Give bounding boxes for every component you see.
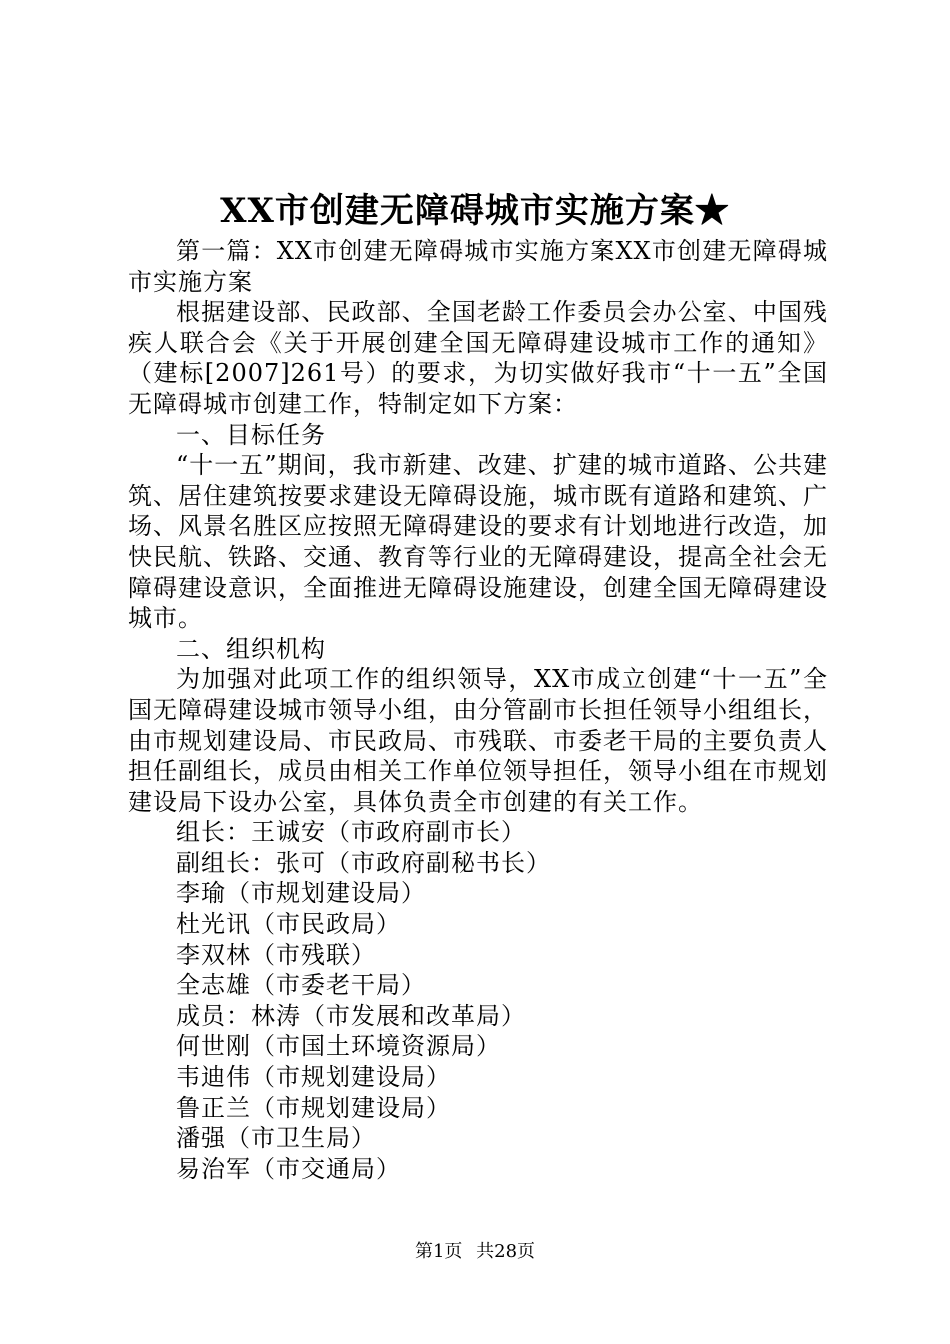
section-heading-goals: 一、目标任务 — [176, 420, 326, 449]
member-line: 李双林（市残联） — [176, 940, 376, 969]
paragraph-basis: 根据建设部、民政部、全国老龄工作委员会办公室、中国残疾人联合会《关于开展创建全国无障碍建设城市工作的通知》（建标[2007]261号）的要求，为切实做好我市“十一五”全国无障碍城市创建工作，特制定如下方案： — [128, 298, 828, 418]
member-line: 何世刚（市国土环境资源局） — [176, 1032, 501, 1061]
member-line: 组长：王诚安（市政府副市长） — [176, 818, 526, 847]
member-line: 杜光讯（市民政局） — [176, 910, 401, 939]
paragraph-intro: 第一篇：XX市创建无障碍城市实施方案XX市创建无障碍城市实施方案 — [128, 237, 828, 296]
section-heading-organization: 二、组织机构 — [176, 634, 326, 663]
page-number: 第1页 — [414, 1241, 463, 1262]
member-line: 韦迪伟（市规划建设局） — [176, 1063, 451, 1092]
member-line: 易治军（市交通局） — [176, 1154, 401, 1183]
member-line: 副组长：张可（市政府副秘书长） — [176, 848, 551, 877]
member-line: 全志雄（市委老干局） — [176, 971, 426, 1000]
member-line: 成员：林涛（市发展和改革局） — [176, 1001, 526, 1030]
member-line: 鲁正兰（市规划建设局） — [176, 1093, 451, 1122]
page-total: 共28页 — [476, 1241, 536, 1262]
member-line: 潘强（市卫生局） — [176, 1124, 376, 1153]
document-body — [128, 236, 828, 1184]
member-line: 李瑜（市规划建设局） — [176, 879, 426, 908]
paragraph-goals: “十一五”期间，我市新建、改建、扩建的城市道路、公共建筑、居住建筑按要求建设无障碍设施，城市既有道路和建筑、广场、风景名胜区应按照无障碍建设的要求有计划地进行改造，加快民航、铁路、交通、教育等行业的无障碍建设，提高全社会无障碍建设意识，全面推进无障碍设施建设，创建全国无障碍建设城市。 — [128, 451, 828, 633]
document-title: XX市创建无障碍城市实施方案★ — [220, 191, 730, 231]
paragraph-organization: 为加强对此项工作的组织领导，XX市成立创建“十一五”全国无障碍建设城市领导小组，由分管副市长担任领导小组组长，由市规划建设局、市民政局、市残联、市委老干局的主要负责人担任副组长，成员由相关工作单位领导担任，领导小组在市规划建设局下设办公室，具体负责全市创建的有关工作。 — [128, 665, 828, 816]
page-footer — [0, 1240, 950, 1264]
